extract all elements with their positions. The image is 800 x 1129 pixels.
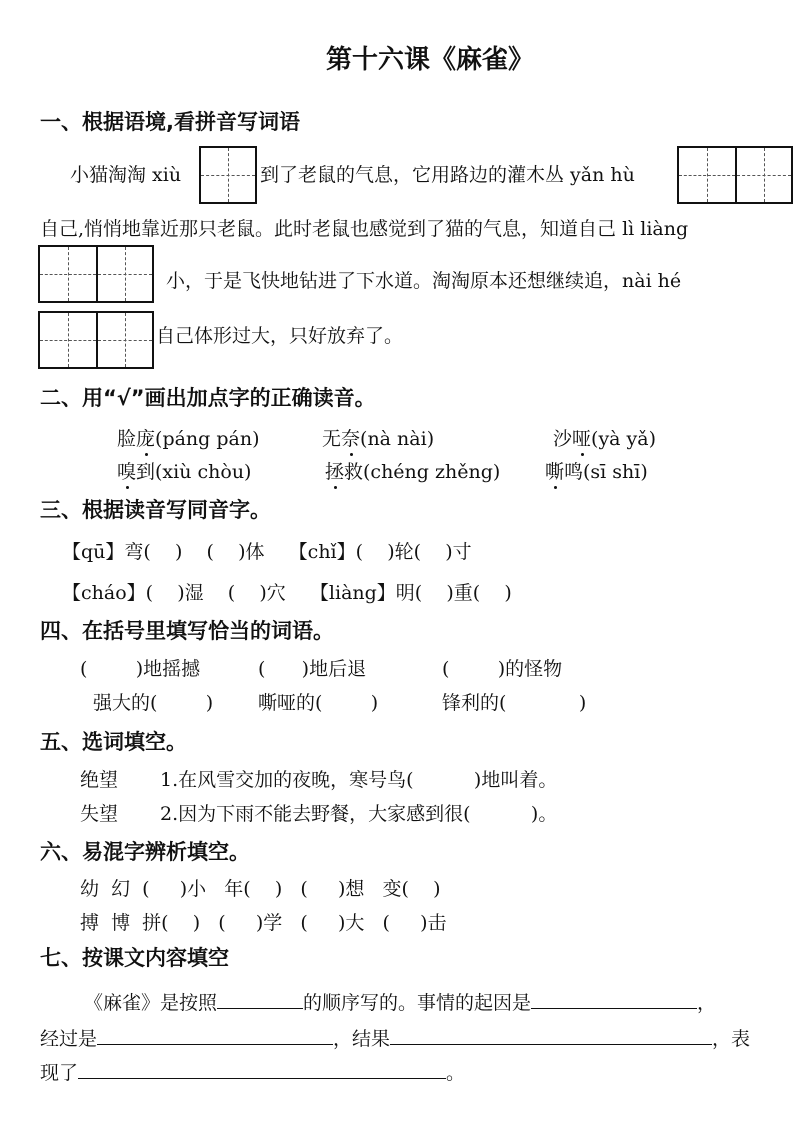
s5-question-2: 2.因为下雨不能去野餐，大家感到很( )。 [160,803,558,825]
section-3-heading: 三、根据读音写同音字。 [40,498,271,522]
s4-item-yaohan: ( )地摇撼 [80,658,201,680]
s5-word-shiwang: 失望 [80,803,119,825]
s2-item-wunai: 无奈(nà nài) [322,428,435,450]
s5-question-1: 1.在风雪交加的夜晚，寒号鸟( )地叫着。 [160,769,558,791]
s1-line2-text: 自己,悄悄地靠近那只老鼠。此时老鼠也感觉到了猫的气息，知道自己 lì liàng [40,218,689,240]
section-5-heading: 五、选词填空。 [40,730,187,754]
section-7-heading: 七、按课文内容填空 [40,946,229,970]
s4-item-siya: 嘶哑的( ) [258,692,379,714]
s7-blank-order[interactable] [217,990,303,1009]
s4-item-qiangda: 强大的( ) [93,692,214,714]
answer-box-xiu[interactable] [199,146,257,204]
s4-item-guaiwu: ( )的怪物 [442,658,563,680]
s4-item-houtui: ( )地后退 [258,658,367,680]
s7-line1: 《麻雀》是按照 的顺序写的。事情的起因是 ， [84,992,717,1014]
s1-line4-text: 自己体形过大，只好放弃了。 [156,325,404,347]
s1-line1-text-b: 到了老鼠的气息，它用路边的灌木丛 yǎn hù [260,164,635,186]
s2-item-siming: 嘶鸣(sī shī) [545,461,648,483]
answer-box-naihe[interactable] [38,311,154,369]
s4-item-fengli: 锋利的( ) [442,692,587,714]
section-4-heading: 四、在括号里填写恰当的词语。 [40,619,334,643]
s6-line2: 搏 博 拼( ) ( )学 ( )大 ( )击 [80,912,447,934]
answer-box-yanhu[interactable] [677,146,793,204]
s2-item-xiudao: 嗅到(xiù chòu) [117,461,252,483]
s1-line3-text: 小，于是飞快地钻进了下水道。淘淘原本还想继续追，nài hé [166,270,682,292]
s2-item-lianpang: 脸庞(páng pán) [117,428,260,450]
s6-line1: 幼 幻 ( )小 年( ) ( )想 变( ) [80,878,441,900]
answer-box-liliang[interactable] [38,245,154,303]
s2-item-shaya: 沙哑(yà yǎ) [553,428,657,450]
s2-item-zhengjiu: 拯救(chéng zhěng) [325,461,501,483]
section-1-heading: 一、根据语境,看拼音写词语 [40,110,300,134]
section-2-heading: 二、用“√”画出加点字的正确读音。 [40,386,376,410]
s3-line1: 【qū】弯( ) ( )体 【chǐ】( )轮( )寸 [62,541,472,563]
s7-blank-theme[interactable] [78,1060,446,1079]
s7-blank-cause[interactable] [531,990,697,1009]
section-6-heading: 六、易混字辨析填空。 [40,840,250,864]
s7-blank-process[interactable] [97,1026,333,1045]
s3-line2: 【cháo】( )湿 ( )穴 【liàng】明( )重( ) [62,582,512,604]
page-title: 第十六课《麻雀》 [326,45,535,75]
s5-word-juewang: 绝望 [80,769,119,791]
s7-line3: 现了 。 [40,1062,466,1084]
s1-line1-text-a: 小猫淘淘 xiù [70,164,182,186]
s7-blank-result[interactable] [390,1026,712,1045]
s7-line2: 经过是 ，结果 ，表 [40,1028,751,1050]
